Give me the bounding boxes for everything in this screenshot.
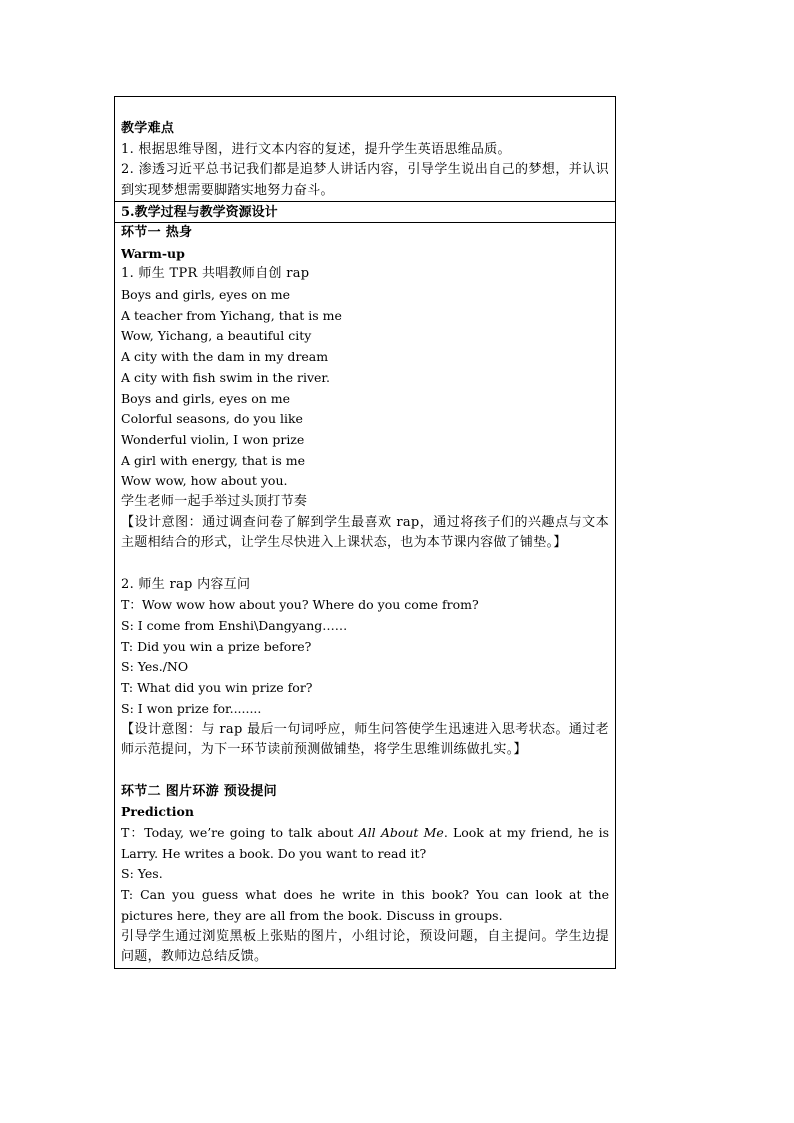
- teacher-line-1-start: T：Today, we’re going to talk about: [121, 825, 359, 840]
- teacher-line-1-end: . Look at my friend, he is Larry. He writes a book. Do you want to read it?: [121, 825, 609, 861]
- design-intent-1: 【设计意图：通过调查问卷了解到学生最喜欢 rap，通过将孩子们的兴趣点与文本主题相结合的形式，让学生尽快进入上课状态，也为本节课内容做了铺垫。】: [121, 514, 609, 551]
- teacher-line-1: [121, 823, 609, 864]
- design-intent-2: 【设计意图：与 rap 最后一句词呼应，师生问答使学生迅速进入思考状态。通过老师示范提问，为下一环节读前预测做铺垫，将学生思维训练做扎实。】: [121, 721, 609, 758]
- rap-line: Wow, Yichang, a beautiful city: [121, 328, 312, 344]
- section-header-cell: [115, 202, 615, 223]
- stage2-title: 环节二 图片环游 预设提问: [121, 783, 277, 799]
- rap-line: A city with the dam in my dream: [121, 349, 329, 365]
- guide-text: 引导学生通过浏览黑板上张贴的图片，小组讨论，预设问题，自主提问。学生边提问题，教师边总结反馈。: [121, 928, 609, 965]
- section-header: 5.教学过程与教学资源设计: [121, 205, 278, 220]
- rap-line: Boys and girls, eyes on me: [121, 390, 291, 406]
- lesson-plan-table: [114, 96, 616, 969]
- stage1-note: 学生老师一起手举过头顶打节奏: [121, 493, 308, 509]
- stage1-subtitle: Warm-up: [121, 245, 185, 261]
- rap-line: A girl with energy, that is me: [121, 452, 306, 468]
- rap-line: A city with fish swim in the river.: [121, 369, 330, 385]
- difficulty-item-1: 1. 根据思维导图，进行文本内容的复述，提升学生英语思维品质。: [121, 141, 511, 157]
- book-title: All About Me: [358, 825, 444, 840]
- teacher-line-2: T: Can you guess what does he write in this book? You can look at the pictures here, they are all from the book. Discuss in groups.: [121, 887, 609, 923]
- stage1-title: 环节一 热身: [121, 225, 193, 240]
- difficulty-title: 教学难点: [121, 121, 175, 136]
- dialogue-line: S: Yes./NO: [121, 659, 189, 675]
- student-line-1: S: Yes.: [121, 866, 163, 882]
- rap-line: Colorful seasons, do you like: [121, 411, 303, 427]
- rap-line: Wonderful violin, I won prize: [121, 431, 305, 447]
- dialogue-line: S: I won prize for........: [121, 700, 262, 716]
- spacer: [121, 761, 609, 782]
- dialogue-line: T: Did you win a prize before?: [121, 638, 312, 654]
- teaching-process-cell: [115, 223, 615, 968]
- dialogue-line: S: I come from Enshi\Dangyang……: [121, 618, 348, 634]
- difficulty-item-2: 2. 渗透习近平总书记我们都是追梦人讲话内容，引导学生说出自己的梦想，并认识到实现梦想需要脚踏实地努力奋斗。: [121, 162, 609, 199]
- rap-line: Wow wow, how about you.: [121, 473, 288, 489]
- dialogue-line: T: What did you win prize for?: [121, 680, 313, 696]
- dialogue-line: T：Wow wow how about you? Where do you come from?: [121, 597, 479, 613]
- spacer: [121, 554, 609, 575]
- rap-line: A teacher from Yichang, that is me: [121, 307, 342, 323]
- teaching-difficulty-cell: [115, 97, 615, 202]
- stage1-step2: 2. 师生 rap 内容互问: [121, 576, 251, 592]
- stage2-subtitle: Prediction: [121, 804, 194, 820]
- rap-line: Boys and girls, eyes on me: [121, 287, 291, 303]
- stage1-step1: 1. 师生 TPR 共唱教师自创 rap: [121, 266, 310, 282]
